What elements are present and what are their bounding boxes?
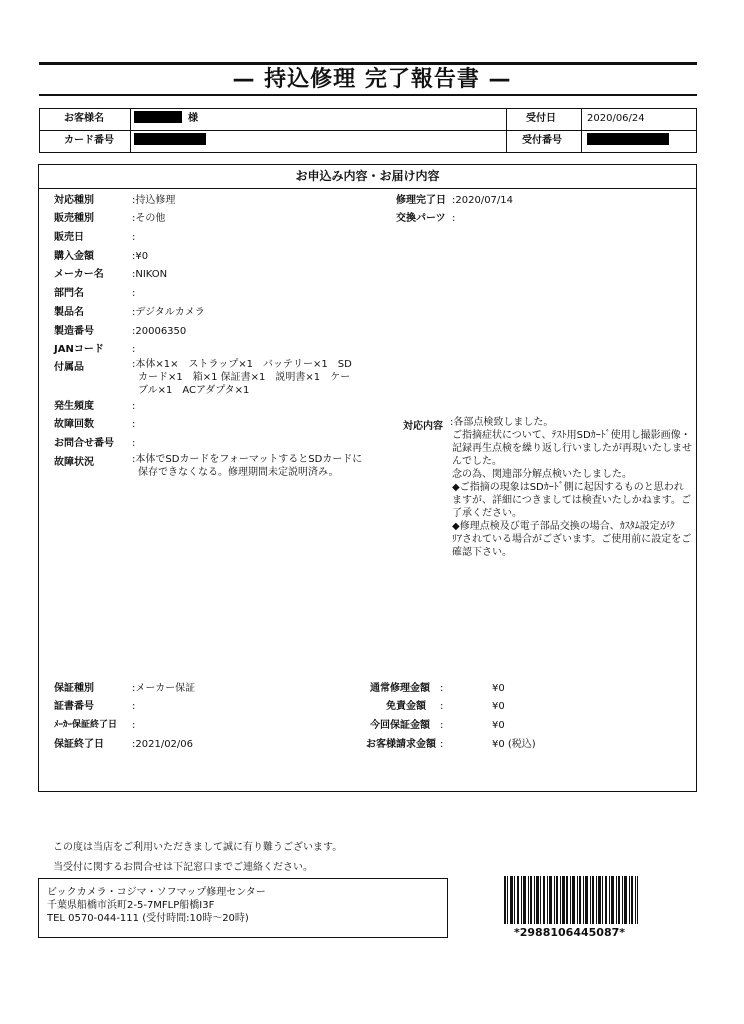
response-line: 了承ください。 bbox=[452, 508, 522, 519]
amount-colon: : bbox=[440, 701, 444, 712]
response-line: 確認下さい。 bbox=[452, 547, 512, 558]
table-col-divider bbox=[130, 109, 131, 152]
field-label: 故障回数 bbox=[54, 419, 94, 430]
replaced-parts-label: 交換パーツ bbox=[396, 213, 446, 224]
field-value: : bbox=[132, 419, 136, 430]
section-title-divider bbox=[39, 188, 696, 189]
response-line: 記録再生点検を繰り返し行いましたが再現いたしませ bbox=[452, 443, 692, 454]
response-label: 対応内容 bbox=[403, 421, 443, 432]
field-value: :本体でSDカードをフォーマットするとSDカードに bbox=[132, 454, 363, 465]
document-title: — 持込修理 完了報告書 — bbox=[232, 67, 512, 92]
replaced-parts-value: : bbox=[452, 213, 456, 224]
maker-warranty-end-value: : bbox=[132, 720, 136, 731]
table-col-divider bbox=[581, 109, 582, 152]
received-date-value: 2020/06/24 bbox=[587, 113, 645, 124]
received-date-label: 受付日 bbox=[526, 113, 556, 124]
repair-complete-value: :2020/07/14 bbox=[452, 195, 514, 206]
regular-repair-amount-label: 通常修理金額 bbox=[370, 683, 430, 694]
table-col-divider bbox=[506, 109, 507, 152]
field-value: : bbox=[132, 232, 136, 243]
response-text bbox=[450, 416, 692, 559]
response-line: 念の為、関連部分解点検いたしました。 bbox=[452, 469, 632, 480]
customer-name-label: お客様名 bbox=[64, 113, 104, 124]
deductible-amount-value: ¥0 bbox=[492, 701, 505, 712]
contact-note: 当受付に関するお問合せは下記窓口までご連絡ください。 bbox=[53, 862, 313, 873]
field-value: : bbox=[132, 438, 136, 449]
certificate-number-value: : bbox=[132, 701, 136, 712]
redacted-customer-name bbox=[134, 111, 182, 123]
warranty-end-value: :2021/02/06 bbox=[132, 739, 194, 750]
field-value: :本体×1× ストラップ×1 バッテリー×1 SD bbox=[132, 359, 352, 370]
field-label: 故障状況 bbox=[54, 457, 94, 468]
maker-warranty-end-label: ﾒｰｶｰ保証終了日 bbox=[54, 720, 118, 730]
repair-complete-label: 修理完了日 bbox=[396, 195, 446, 206]
field-value: :NIKON bbox=[132, 269, 168, 280]
field-label: JANコード bbox=[54, 344, 104, 355]
field-label: お問合せ番号 bbox=[54, 438, 114, 449]
response-line: ますが、詳細につきましては検査いたしかねます。ご bbox=[452, 495, 691, 506]
response-line: ◆ご指摘の現象はSDｶｰﾄﾞ側に起因するものと思われ bbox=[452, 482, 684, 493]
response-line: ◆修理点検及び電子部品交換の場合、ｶｽﾀﾑ設定がｸ bbox=[452, 521, 675, 532]
response-line: んでした。 bbox=[452, 456, 502, 467]
field-label: 購入金額 bbox=[54, 251, 94, 262]
amount-colon: : bbox=[440, 720, 444, 731]
field-value: :持込修理 bbox=[132, 195, 176, 206]
field-value: :その他 bbox=[132, 213, 166, 224]
field-label: メーカー名 bbox=[54, 269, 104, 280]
field-label: 製品名 bbox=[54, 307, 84, 318]
field-label: 発生頻度 bbox=[54, 401, 94, 412]
barcode-image bbox=[504, 876, 638, 924]
field-value: : bbox=[132, 344, 136, 355]
repair-center-tel: TEL 0570-044-111 (受付時間:10時～20時) bbox=[47, 913, 249, 924]
field-value: ブル×1 ACアダプタ×1 bbox=[138, 385, 250, 396]
response-line: ご指摘症状について、ﾃｽﾄ用SDｶｰﾄﾞ使用し撮影画像・ bbox=[452, 430, 691, 441]
field-value: :デジタルカメラ bbox=[132, 307, 205, 318]
billing-amount-label: お客様請求金額 bbox=[366, 739, 436, 750]
field-value: : bbox=[132, 288, 136, 299]
field-label: 部門名 bbox=[54, 288, 84, 299]
warranty-amount-label: 今回保証金額 bbox=[370, 720, 430, 731]
field-value: :20006350 bbox=[132, 326, 187, 337]
repair-center-name: ビックカメラ・コジマ・ソフマップ修理センター bbox=[47, 887, 266, 898]
regular-repair-amount-value: ¥0 bbox=[492, 683, 505, 694]
field-label: 付属品 bbox=[54, 362, 84, 373]
warranty-end-label: 保証終了日 bbox=[54, 739, 104, 750]
field-label: 製造番号 bbox=[54, 326, 94, 337]
field-value: カード×1 箱×1 保証書×1 説明書×1 ケー bbox=[138, 372, 351, 383]
deductible-amount-label: 免責金額 bbox=[386, 701, 426, 712]
section-title: お申込み内容・お届け内容 bbox=[295, 169, 440, 183]
table-row-divider bbox=[40, 130, 696, 131]
warranty-amount-value: ¥0 bbox=[492, 720, 505, 731]
field-label: 対応種別 bbox=[54, 195, 94, 206]
field-value: : bbox=[132, 401, 136, 412]
redacted-card-number bbox=[134, 133, 206, 145]
billing-amount-value: ¥0 (税込) bbox=[492, 739, 536, 750]
barcode-number: *2988106445087* bbox=[514, 926, 626, 939]
field-label: 販売日 bbox=[54, 232, 84, 243]
repair-center-address: 千葉県船橋市浜町2-5-7MFLP船橋Ⅰ3F bbox=[47, 900, 215, 911]
response-line: :各部点検致しました。 bbox=[450, 417, 554, 428]
title-rule-bottom bbox=[39, 94, 697, 96]
redacted-received-number bbox=[587, 133, 669, 145]
thanks-note: この度は当店をご利用いただきまして誠に有り難うございます。 bbox=[53, 842, 343, 853]
amount-colon: : bbox=[440, 739, 444, 750]
warranty-type-label: 保証種別 bbox=[54, 683, 94, 694]
title-rule-top bbox=[39, 62, 697, 65]
field-value: :¥0 bbox=[132, 251, 149, 262]
field-value: 保存できなくなる。修理期間未定説明済み。 bbox=[138, 467, 339, 478]
received-number-label: 受付番号 bbox=[522, 135, 562, 146]
response-line: ﾘｱされている場合がございます。ご使用前に設定をご bbox=[452, 534, 692, 545]
customer-suffix: 様 bbox=[188, 113, 198, 124]
warranty-type-value: :メーカー保証 bbox=[132, 683, 196, 694]
amount-colon: : bbox=[440, 683, 444, 694]
field-label: 販売種別 bbox=[54, 213, 94, 224]
certificate-number-label: 証書番号 bbox=[54, 701, 94, 712]
card-number-label: カード番号 bbox=[64, 135, 114, 146]
